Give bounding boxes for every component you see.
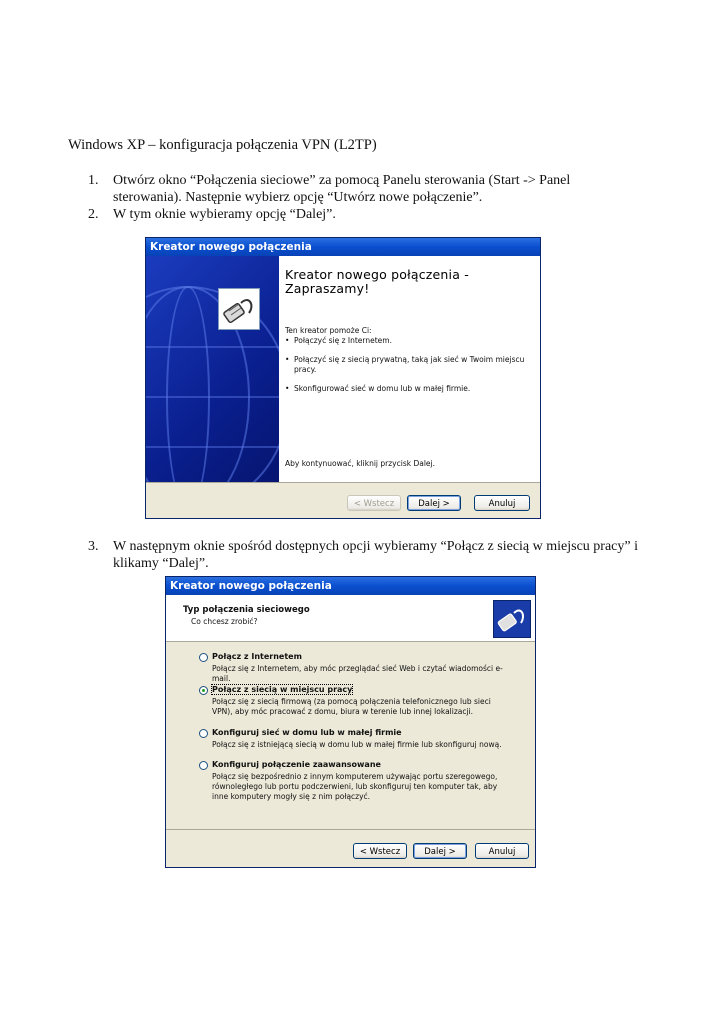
back-button[interactable]: < Wstecz [353, 843, 407, 859]
bullet-item: • Połączyć się z siecią prywatną, taką jak sieć w Twoim miejscu pracy. [285, 355, 525, 375]
step-number: 2. [88, 207, 99, 222]
option-description: Połącz się bezpośrednio z innym komputerem używając portu szeregowego, równoległego lub portu podczerwieni, lub skonfiguruj ten komputer tak, aby inne komputery mogły się z nim połączyć. [212, 772, 498, 801]
wizard-intro: Ten kreator pomoże Ci: [285, 326, 372, 335]
globe-latitude [146, 396, 279, 399]
cancel-button[interactable]: Anuluj [474, 495, 530, 511]
next-button[interactable]: Dalej > [407, 495, 461, 511]
step-text: W następnym oknie spośród dostępnych opcji wybieramy “Połącz z siecią w miejscu pracy” i klikamy “Dalej”. [113, 539, 638, 571]
step-number: 1. [88, 173, 99, 188]
dialog-titlebar: Kreator nowego połączenia [166, 577, 535, 595]
continue-note: Aby kontynuować, kliknij przycisk Dalej. [285, 459, 435, 468]
header-title: Typ połączenia sieciowego [183, 605, 310, 615]
document-title: Windows XP – konfiguracja połączenia VPN (L2TP) [68, 137, 377, 153]
option-label[interactable]: Połącz z Internetem [212, 652, 302, 661]
wizard-heading [285, 268, 469, 296]
cancel-button[interactable]: Anuluj [475, 843, 529, 859]
option-description: Połącz się z istniejącą siecią w domu lub w małej firmie lub skonfiguruj nową. [212, 740, 502, 749]
header-subtitle: Co chcesz zrobić? [191, 617, 258, 626]
wizard-side-panel [146, 256, 279, 482]
wizard-content [279, 256, 540, 482]
bullet-item: • Skonfigurować sieć w domu lub w małej firmie. [285, 384, 525, 394]
globe-latitude [146, 346, 279, 349]
radio-button[interactable] [199, 729, 208, 738]
heading-line: Zapraszamy! [285, 281, 370, 296]
option-label[interactable]: Konfiguruj sieć w domu lub w małej firmie [212, 728, 402, 737]
option-label[interactable]: Konfiguruj połączenie zaawansowane [212, 760, 381, 769]
globe-latitude [146, 446, 279, 449]
wizard-bullet-list [285, 336, 525, 403]
welcome-wizard-dialog [145, 237, 541, 519]
dialog-titlebar: Kreator nowego połączenia [146, 238, 540, 256]
step-1 [88, 172, 598, 206]
wizard-header [166, 595, 535, 642]
step-number: 3. [88, 539, 99, 554]
next-button[interactable]: Dalej > [413, 843, 467, 859]
option-description: Połącz się z siecią firmową (za pomocą połączenia telefonicznego lub sieci VPN), aby móc pracować z domu, biura w terenie lub innej lokalizacji. [212, 697, 491, 716]
heading-line: Kreator nowego połączenia - [285, 267, 469, 282]
step-3 [88, 538, 668, 572]
step-text: Otwórz okno “Połączenia sieciowe” za pomocą Panelu sterowania (Start -> Panel sterowania). Następnie wybierz opcję “Utwórz nowe połączenie”. [113, 173, 571, 205]
footer-divider [146, 482, 540, 483]
option-label[interactable]: Połącz z siecią w miejscu pracy [212, 685, 353, 694]
back-button[interactable]: < Wstecz [347, 495, 401, 511]
network-connection-icon [218, 288, 260, 330]
network-connection-icon [493, 600, 531, 638]
step-text: W tym oknie wybieramy opcję “Dalej”. [113, 207, 336, 222]
option-description: Połącz się z Internetem, aby móc przeglądać sieć Web i czytać wiadomości e-mail. [212, 664, 503, 683]
bullet-item: • Połączyć się z Internetem. [285, 336, 525, 346]
connection-type-dialog [165, 576, 536, 868]
step-2 [88, 206, 598, 223]
radio-button[interactable] [199, 653, 208, 662]
radio-button[interactable] [199, 761, 208, 770]
radio-button-selected[interactable] [199, 686, 208, 695]
footer-divider [166, 829, 535, 830]
